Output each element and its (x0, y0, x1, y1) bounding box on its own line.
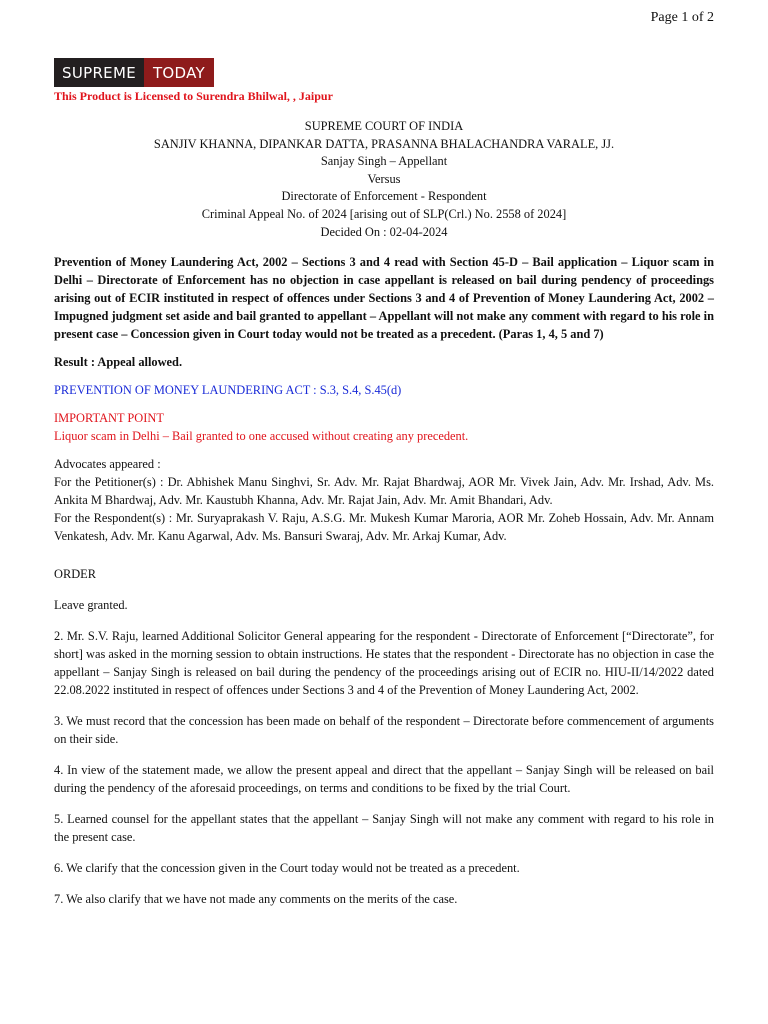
order-paragraph: 6. We clarify that the concession given in the Court today would not be treated as a precedent. (54, 861, 520, 876)
logo-part-supreme: SUPREME (54, 58, 144, 87)
license-notice: This Product is Licensed to Surendra Bhilwal, , Jaipur (54, 89, 333, 103)
important-point (54, 409, 714, 445)
court-name: SUPREME COURT OF INDIA (304, 119, 464, 133)
versus: Versus (367, 171, 401, 186)
logo-part-today: TODAY (144, 58, 214, 87)
advocates-heading: Advocates appeared : (54, 457, 161, 472)
important-point-text: Liquor scam in Delhi – Bail granted to one accused without creating any precedent. (54, 429, 469, 444)
supreme-today-logo (54, 58, 214, 87)
petitioner-advocates: For the Petitioner(s) : Dr. Abhishek Manu Singhvi, Sr. Adv. Mr. Rajat Bhardwaj, AOR Mr. Vivek Jain, Adv. Mr. Irshad, Adv. Ms. Ankita M Bhardwaj, Adv. Mr. Kaustubh Khanna, Adv. Mr. Rajat Jain, Adv. Mr. Amit Bhandari, Adv. (54, 475, 714, 508)
important-point-title: IMPORTANT POINT (54, 411, 164, 426)
advocates-section (54, 455, 714, 545)
decided-on: Decided On : 02-04-2024 (320, 224, 448, 239)
case-header (54, 118, 714, 241)
appellant: Sanjay Singh – Appellant (320, 154, 448, 169)
order-paragraph: 7. We also clarify that we have not made any comments on the merits of the case. (54, 892, 458, 907)
document-body (54, 118, 714, 908)
order-paragraph: 3. We must record that the concession has been made on behalf of the respondent – Directorate before commencement of arguments on their side. (54, 714, 714, 747)
appeal-number: Criminal Appeal No. of 2024 [arising out of SLP(Crl.) No. 2558 of 2024] (201, 206, 567, 221)
order-paragraph: 2. Mr. S.V. Raju, learned Additional Solicitor General appearing for the respondent - Directorate of Enforcement [“Directorate”, for short] was asked in the morning session to obtain instructions. He states that the respondent - Directorate has no objection in case the appellant – Sanjay Singh is released on bail during the pendency of the proceedings arising out of ECIR no. HIU-II/14/2022 dated 22.08.2022 instituted in respect of offences under Sections 3 and 4 of the Prevention of Money Laundering Act, 2002. (54, 629, 714, 698)
statute-reference: PREVENTION OF MONEY LAUNDERING ACT : S.3, S.4, S.45(d) (54, 383, 402, 398)
order-title: ORDER (54, 567, 96, 582)
order-paragraph: 4. In view of the statement made, we allow the present appeal and direct that the appellant – Sanjay Singh will be released on bail during the pendency of the aforesaid proceedings, on terms and conditions to be fixed by the trial Court. (54, 763, 714, 796)
page-number: Page 1 of 2 (650, 10, 714, 25)
order-paragraph: 5. Learned counsel for the appellant states that the appellant – Sanjay Singh will not make any comment with regard to his role in the present case. (54, 812, 714, 845)
judges: SANJIV KHANNA, DIPANKAR DATTA, PRASANNA BHALACHANDRA VARALE, JJ. (153, 136, 615, 151)
result: Result : Appeal allowed. (54, 355, 183, 370)
headnote: Prevention of Money Laundering Act, 2002 – Sections 3 and 4 read with Section 45-D – Bail application – Liquor scam in Delhi – Directorate of Enforcement has no objection in case appellant is released on bail during pendency of proceedings arising out of ECIR instituted in respect of offences under Sections 3 and 4 of Prevention of Money Laundering Act, 2002 – Impugned judgment set aside and bail granted to appellant – Appellant will not make any comment with regard to his role in present case – Concession given in Court today would not be treated as a precedent. (Paras 1, 4, 5 and 7) (54, 255, 714, 342)
order-paragraph: Leave granted. (54, 598, 128, 613)
respondent: Directorate of Enforcement - Respondent (281, 189, 487, 204)
respondent-advocates: For the Respondent(s) : Mr. Suryaprakash V. Raju, A.S.G. Mr. Mukesh Kumar Maroria, AOR Mr. Zoheb Hossain, Adv. Mr. Annam Venkatesh, Adv. Mr. Kanu Agarwal, Adv. Ms. Bansuri Swaraj, Adv. Mr. Arkaj Kumar, Adv. (54, 511, 714, 544)
